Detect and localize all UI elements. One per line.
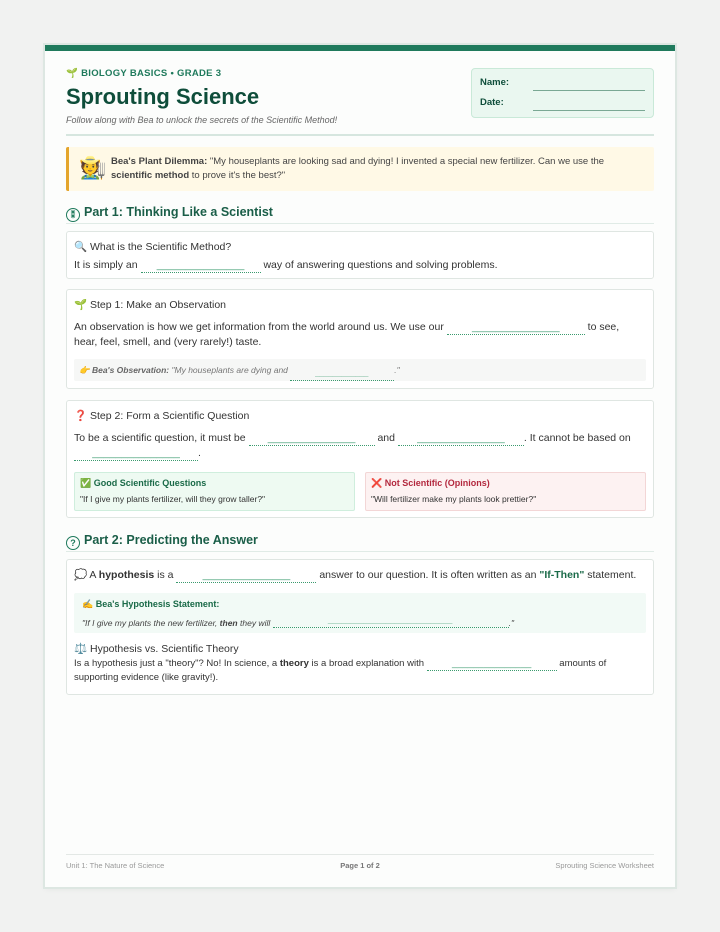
brain-icon: ⁑ <box>66 208 80 222</box>
check-icon: ✅ <box>80 478 92 488</box>
answer-blank[interactable]: _______________ <box>249 432 375 446</box>
worksheet-page <box>45 45 675 887</box>
question-mark-icon: ❓ <box>74 410 88 422</box>
part1-heading: ⁑ Part 1: Thinking Like a Scientist <box>66 205 273 222</box>
good-questions-box: ✅ Good Scientific Questions "If I give my plants fertilizer, will they grow taller?" <box>74 472 355 511</box>
date-field[interactable] <box>533 110 645 111</box>
method-card: 🔍 What is the Scientific Method? It is simply an _______________ way of answering questions and solving problems. <box>66 231 654 279</box>
writing-hand-icon: ✍️ <box>82 599 94 609</box>
kicker: 🌱 BIOLOGY BASICS • GRADE 3 <box>66 68 222 79</box>
answer-blank[interactable]: _______________ <box>427 657 557 671</box>
speech-bubble-icon: 💭 <box>74 569 88 581</box>
name-row: Name: <box>480 77 645 93</box>
scales-icon: ⚖️ <box>74 643 88 655</box>
date-row: Date: <box>480 97 645 113</box>
header-divider <box>66 134 654 136</box>
page-subtitle: Follow along with Bea to unlock the secrets of the Scientific Method! <box>66 115 338 125</box>
answer-blank[interactable]: _______________ <box>447 321 585 335</box>
answer-blank[interactable]: _______________ <box>141 259 261 273</box>
cross-icon: ❌ <box>371 478 383 488</box>
sprout-icon: 🌱 <box>66 68 79 79</box>
magnifier-icon: 🔍 <box>74 241 88 253</box>
answer-blank[interactable]: ____________ <box>290 367 394 381</box>
page-title: Sprouting Science <box>66 84 260 109</box>
pointing-hand-icon: 👉 <box>79 365 90 375</box>
observation-box: 👉 Bea's Observation: "My houseplants are dying and ____________ ." <box>74 359 646 381</box>
seedling-icon: 🌱 <box>74 299 88 311</box>
step1-card: 🌱 Step 1: Make an Observation An observation is how we get information from the world around us. We use our _______________ to see, hear, feel, smell, and (very rarely!) taste. 👉 Bea's Observation: "My houseplants are dying and ____________ ." <box>66 289 654 389</box>
not-scientific-box: ❌ Not Scientific (Opinions) "Will fertilizer make my plants look prettier?" <box>365 472 646 511</box>
name-date-box <box>471 68 654 118</box>
dilemma-callout: 🧑‍🌾 Bea's Plant Dilemma: "My houseplants are looking sad and dying! I invented a special new fertilizer. Can we use the scientific method to prove it's the best?" <box>66 147 654 191</box>
hypothesis-statement-box: ✍️ Bea's Hypothesis Statement: "If I give my plants the new fertilizer, then they will ____________________________ ." <box>74 593 646 633</box>
name-field[interactable] <box>533 90 645 91</box>
page-footer: Unit 1: The Nature of Science Page 1 of 2 Sprouting Science Worksheet <box>66 854 654 855</box>
answer-blank[interactable]: ____________________________ <box>273 614 509 628</box>
help-circle-icon: ? <box>66 536 80 550</box>
part2-heading: ? Part 2: Predicting the Answer <box>66 533 258 550</box>
answer-blank[interactable]: _______________ <box>176 569 316 583</box>
answer-blank[interactable]: _______________ <box>74 447 198 461</box>
step2-card: ❓ Step 2: Form a Scientific Question To be a scientific question, it must be _______________ and _______________ . It cannot be based on _______________ . ✅ Good Scientific Questions "If I give my plants fertilizer, will they grow taller?" ❌ Not Scientific (Opinions) "Will fertilizer make my plants look prettier?" <box>66 400 654 518</box>
farmer-icon: 🧑‍🌾 <box>79 155 107 180</box>
hypothesis-card: 💭 A hypothesis is a _______________ answer to our question. It is often written as an "If-Then" statement. ✍️ Bea's Hypothesis Statement: "If I give my plants the new fertilizer, then they will ____________________________ ." ⚖️ Hypothesis vs. Scientific Theory Is a hypothesis just a "theory"? No! In science, a theory is a broad explanation with _______________ amounts of supporting evidence (like gravity!). <box>66 559 654 695</box>
answer-blank[interactable]: _______________ <box>398 432 524 446</box>
